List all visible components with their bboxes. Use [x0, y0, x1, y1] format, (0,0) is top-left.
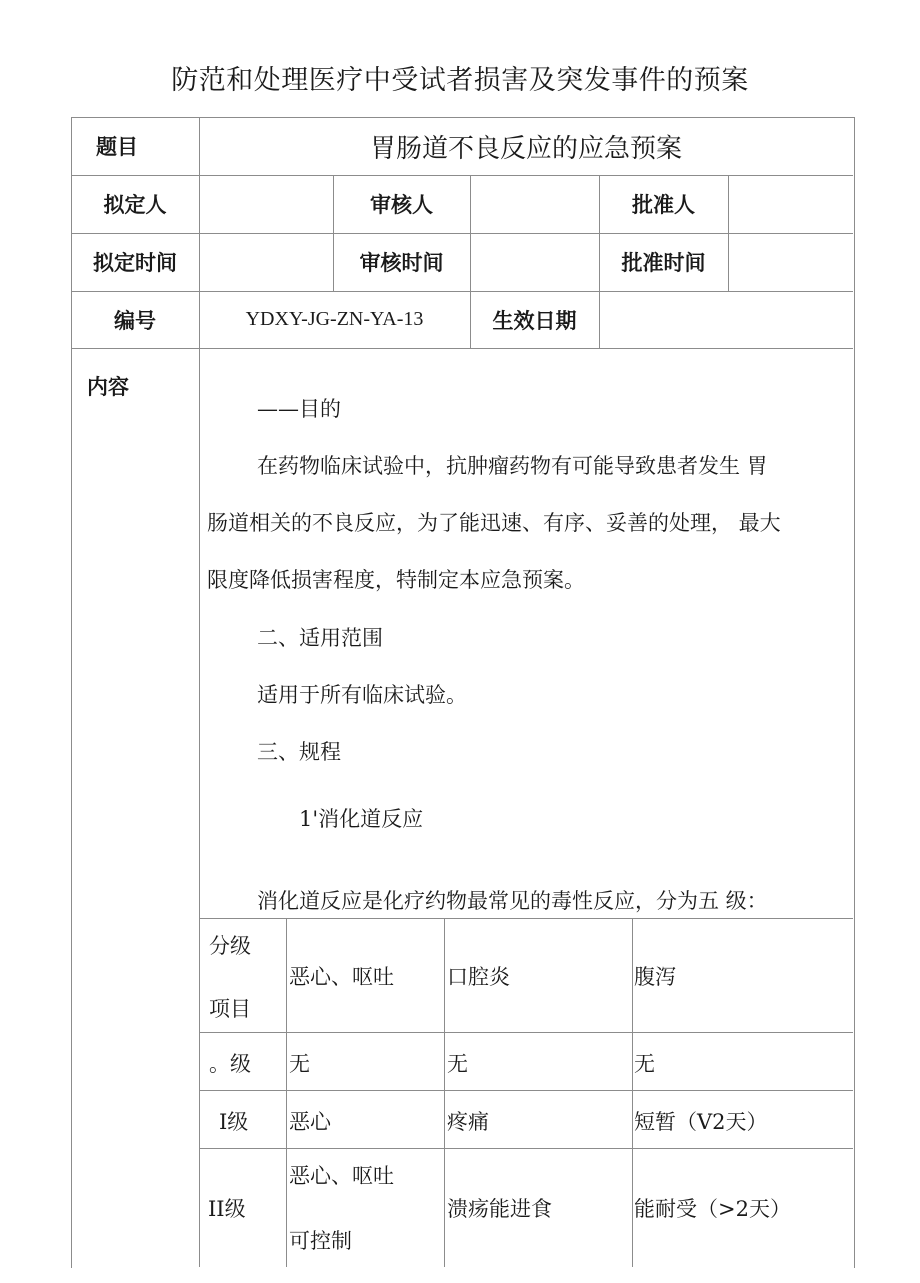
review-time-label: 审核时间 — [359, 251, 444, 275]
scope-heading: 二、适用范围 — [257, 626, 383, 650]
purpose-line-1: 在药物临床试验中，抗肿瘤药物有可能导致患者发生 胃 — [257, 454, 768, 478]
grade-1-diarrhea: 短暂（V2天） — [634, 1110, 768, 1134]
grade-0-diarrhea: 无 — [634, 1052, 655, 1076]
drafter-value[interactable] — [199, 175, 333, 233]
grade-table-rule — [199, 1032, 853, 1033]
grade-1-stomatitis: 疼痛 — [447, 1110, 489, 1134]
grade-2-stomatitis: 溃疡能进食 — [447, 1197, 552, 1221]
scope-text: 适用于所有临床试验。 — [257, 683, 467, 707]
drafter-label: 拟定人 — [103, 193, 167, 217]
reviewer-label: 审核人 — [370, 193, 433, 217]
stomatitis-header: 口腔炎 — [447, 965, 510, 989]
grade-table-rule — [199, 1090, 853, 1091]
grade-0-nausea: 无 — [289, 1052, 310, 1076]
grade-1-label: I级 — [219, 1110, 249, 1134]
grade-1-nausea: 恶心 — [289, 1110, 331, 1134]
grade-2-nausea-line-1: 恶心、呕吐 — [289, 1164, 394, 1188]
purpose-line-2: 肠道相关的不良反应，为了能迅速、有序、妥善的处理， 最大 — [207, 511, 781, 535]
grade-0-label: 。级 — [209, 1052, 251, 1076]
grade-2-nausea-line-2: 可控制 — [289, 1229, 352, 1253]
purpose-heading: ——目的 — [257, 397, 341, 421]
effective-date-label: 生效日期 — [492, 308, 577, 333]
grade-header-top: 分级 — [209, 934, 251, 958]
approve-time-label: 批准时间 — [621, 251, 706, 275]
content-label: 内容 — [87, 375, 129, 399]
document-title: 防范和处理医疗中受试者损害及突发事件的预案 — [171, 65, 749, 96]
draft-time-value[interactable] — [199, 233, 333, 291]
grade-table-rule — [444, 918, 445, 1267]
subject-label: 题目 — [96, 135, 138, 159]
grade-table-rule — [632, 918, 633, 1267]
sub-heading: 1'消化道反应 — [299, 807, 424, 831]
grade-2-diarrhea: 能耐受（>2天） — [634, 1197, 791, 1221]
purpose-line-3: 限度降低损害程度，特制定本应急预案。 — [207, 568, 585, 592]
number-value: YDXY-JG-ZN-YA-13 — [245, 308, 424, 330]
diarrhea-header: 腹泻 — [634, 965, 676, 989]
approve-time-value[interactable] — [728, 233, 853, 291]
grade-table-rule — [286, 918, 287, 1267]
intro-text: 消化道反应是化疗约物最常见的毒性反应，分为五 级： — [257, 889, 768, 913]
nausea-header: 恶心、呕吐 — [289, 965, 394, 989]
grade-0-stomatitis: 无 — [447, 1052, 468, 1076]
number-label: 编号 — [114, 308, 156, 333]
grade-2-label: II级 — [208, 1197, 246, 1221]
effective-date-value[interactable] — [599, 291, 853, 348]
approver-value[interactable] — [728, 175, 853, 233]
procedure-heading: 三、规程 — [257, 740, 341, 764]
grade-table-rule — [199, 1148, 853, 1149]
draft-time-label: 拟定时间 — [93, 251, 177, 275]
table-rule — [71, 348, 853, 349]
grade-table-rule — [199, 918, 853, 919]
subject-value: 胃肠道不良反应的应急预案 — [369, 133, 682, 164]
grade-header-bottom: 项目 — [209, 997, 251, 1021]
review-time-value[interactable] — [470, 233, 599, 291]
reviewer-value[interactable] — [470, 175, 599, 233]
approver-label: 批准人 — [632, 193, 695, 217]
